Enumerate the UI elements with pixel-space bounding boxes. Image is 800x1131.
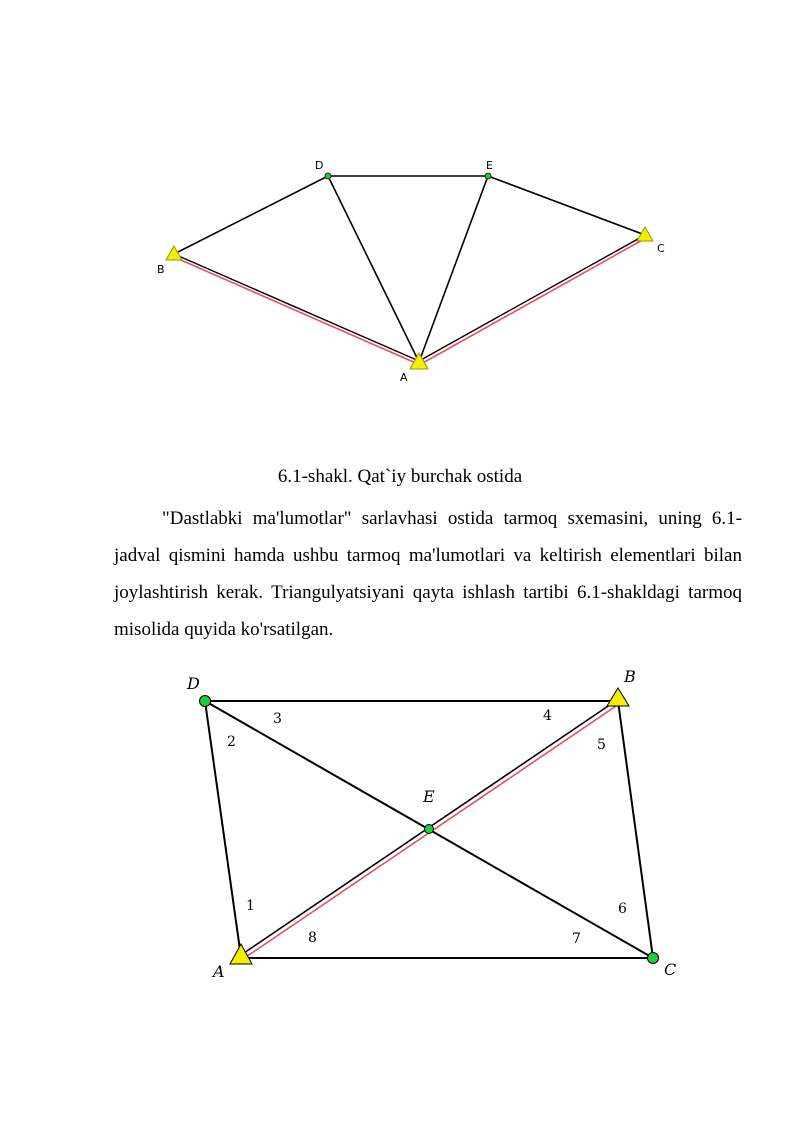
- label-A: A: [400, 371, 408, 384]
- label-A2: A: [213, 962, 225, 981]
- figure1-lines: [174, 176, 645, 362]
- angle-label-3: 3: [273, 711, 282, 727]
- label-E2: E: [423, 787, 435, 806]
- point-D2: [200, 696, 211, 707]
- angle-label-2: 2: [227, 734, 236, 750]
- point-E2: [425, 825, 434, 834]
- label-B: B: [157, 263, 165, 276]
- edge-E-C: [488, 176, 645, 235]
- point-E: [485, 173, 491, 179]
- edge-D-A: [328, 176, 419, 362]
- label-E: E: [486, 159, 493, 172]
- body-paragraph: "Dastlabki ma'lumotlar" sarlavhasi ostida tarmoq sxemasini, uning 6.1-jadval qismini hamda ushbu tarmoq ma'lumotlari va keltirish elementlari bilan joylashtirish kerak. Triangulyatsiyani qayta ishlash tartibi 6.1-shakldagi tarmoq misolida quyida ko'rsatilgan.: [114, 508, 742, 640]
- label-C2: C: [664, 960, 677, 979]
- edge-B-C: [618, 701, 653, 958]
- label-B2: B: [624, 667, 636, 686]
- triangle-point-A2: [230, 944, 252, 964]
- label-D: D: [315, 159, 324, 172]
- angle-label-5: 5: [597, 737, 606, 753]
- angle-label-8: 8: [308, 930, 317, 946]
- figure-caption: 6.1-shakl. Qat`iy burchak ostida: [277, 466, 523, 487]
- triangle-point-C: [637, 227, 653, 241]
- angle-label-1: 1: [246, 898, 255, 914]
- label-C: C: [657, 242, 665, 255]
- edge-A-C: [419, 235, 645, 361]
- angle-label-4: 4: [543, 708, 552, 724]
- label-D2: D: [187, 674, 200, 693]
- edge-B-A: [174, 254, 419, 361]
- triangle-point-B: [166, 246, 182, 260]
- point-C2: [648, 953, 659, 964]
- edge-B-D: [174, 176, 328, 254]
- triangle-point-B2: [607, 688, 629, 706]
- edge-E-A: [419, 176, 488, 362]
- angle-label-7: 7: [572, 931, 581, 947]
- angle-label-6: 6: [618, 901, 627, 917]
- point-D: [325, 173, 331, 179]
